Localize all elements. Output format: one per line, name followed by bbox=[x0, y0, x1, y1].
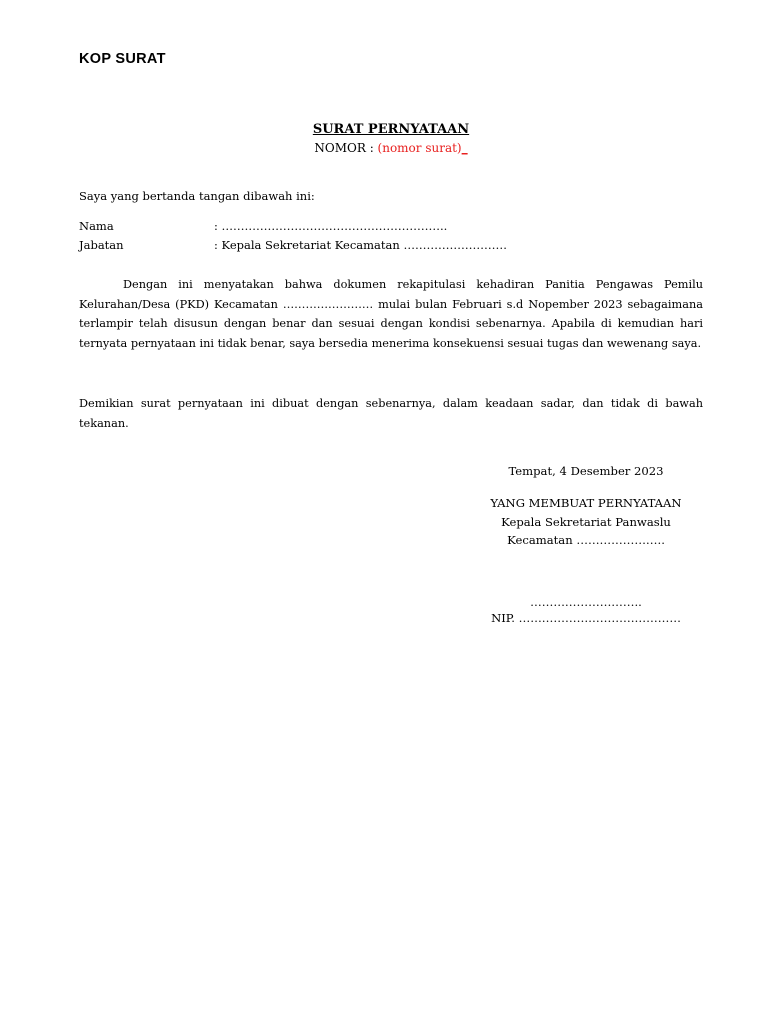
signatory-name: ……………………….. bbox=[530, 595, 642, 609]
signatory-district: Kecamatan ………………….. bbox=[507, 533, 665, 547]
signatory-nip: NIP. …………………………………… bbox=[491, 611, 681, 625]
field-label-jabatan: Jabatan bbox=[79, 238, 124, 252]
document-number-underscore: _ bbox=[461, 141, 468, 155]
signatory-position: Kepala Sekretariat Panwaslu bbox=[501, 514, 671, 529]
document-number-value: (nomor surat) bbox=[377, 141, 462, 155]
statement-paragraph bbox=[79, 275, 703, 353]
letterhead-placeholder: KOP SURAT bbox=[79, 51, 166, 67]
statement-paragraph-text: Dengan ini menyatakan bahwa dokumen rekapitulasi kehadiran Panitia Pengawas Pemilu Kelurahan/Desa (PKD) Kecamatan …………………… mulai bulan Februari s.d Nopember 2023 sebagaimana terlampir telah disusun dengan benar dan sesuai dengan kondisi sebenarnya. Apabila di kemudian hari ternyata pernyataan ini tidak benar, saya bersedia menerima konsekuensi sesuai tugas dan wewenang saya. bbox=[79, 278, 703, 350]
field-value-jabatan: : Kepala Sekretariat Kecamatan ……………………… bbox=[214, 238, 507, 252]
document-number-label: NOMOR : bbox=[314, 141, 378, 155]
signatory-block bbox=[454, 494, 718, 550]
field-value-nama: : ………………………………………………….. bbox=[214, 219, 448, 233]
document-number bbox=[0, 141, 768, 155]
closing-paragraph: Demikian surat pernyataan ini dibuat dengan sebenarnya, dalam keadaan sadar, dan tidak di bawah tekanan. bbox=[79, 397, 703, 430]
document-title: SURAT PERNYATAAN bbox=[312, 122, 470, 137]
signatory-title: YANG MEMBUAT PERNYATAAN bbox=[490, 496, 682, 510]
intro-text: Saya yang bertanda tangan dibawah ini: bbox=[79, 189, 315, 203]
field-label-nama: Nama bbox=[79, 219, 114, 233]
place-date: Tempat, 4 Desember 2023 bbox=[508, 464, 664, 478]
